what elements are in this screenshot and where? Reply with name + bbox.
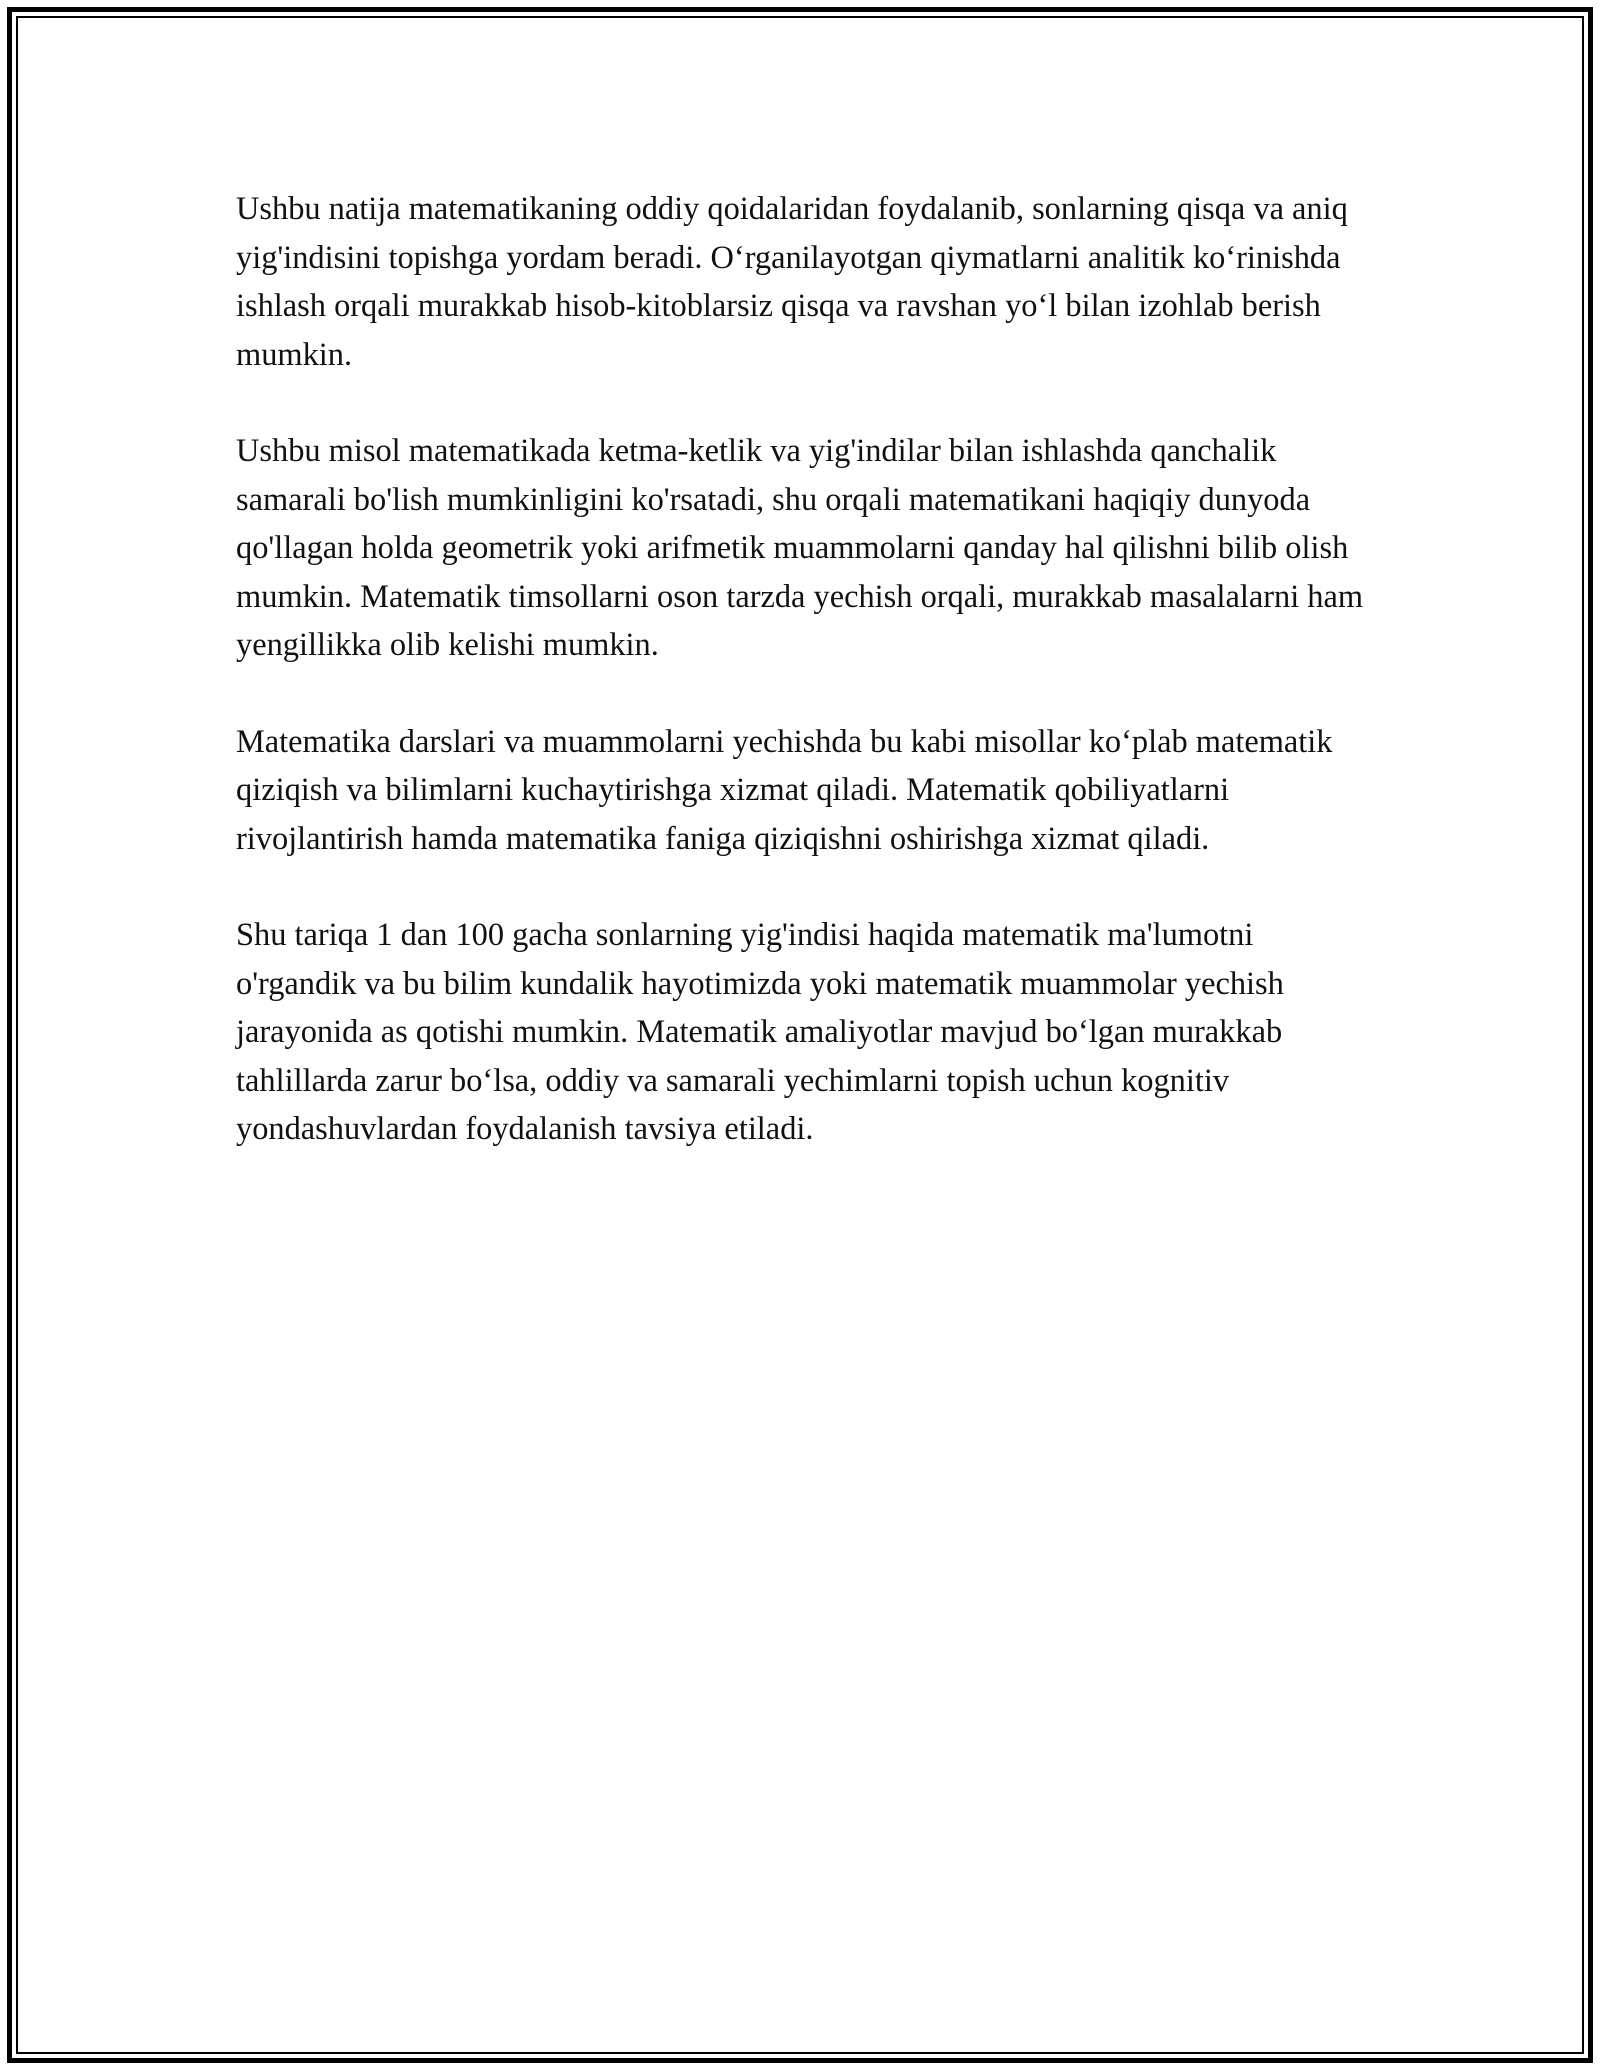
paragraph-4: Shu tariqa 1 dan 100 gacha sonlarning yig'indisi haqida matematik ma'lumotni o'rgandik va bu bilim kundalik hayotimizda yoki matematik muammolar yechish jarayonida as qotishi mumkin. Matematik amaliyotlar mavjud bo‘lgan murakkab tahlillarda zarur bo‘lsa, oddiy va samarali yechimlarni topish uchun kognitiv yondashuvlardan foydalanish tavsiya etiladi.: [236, 917, 1284, 1147]
document-body: [236, 185, 1364, 1202]
paragraph-1: Ushbu natija matematikaning oddiy qoidalaridan foydalanib, sonlarning qisqa va aniq yig'indisini topishga yordam beradi. O‘rganilayotgan qiymatlarni analitik ko‘rinishda ishlash orqali murakkab hisob-kitoblarsiz qisqa va ravshan yo‘l bilan izohlab berish mumkin.: [236, 191, 1348, 373]
paragraph-3: Matematika darslari va muammolarni yechishda bu kabi misollar ko‘plab matematik qiziqish va bilimlarni kuchaytirishga xizmat qiladi. Matematik qobiliyatlarni rivojlantirish hamda matematika faniga qiziqishni oshirishga xizmat qiladi.: [236, 723, 1333, 857]
paragraph-2: Ushbu misol matematikada ketma-ketlik va yig'indilar bilan ishlashda qanchalik samarali bo'lish mumkinligini ko'rsatadi, shu orqali matematikani haqiqiy dunyoda qo'llagan holda geometrik yoki arifmetik muammolarni qanday hal qilishni bilib olish mumkin. Matematik timsollarni oson tarzda yechish orqali, murakkab masalalarni ham yengillikka olib kelishi mumkin.: [236, 433, 1364, 663]
